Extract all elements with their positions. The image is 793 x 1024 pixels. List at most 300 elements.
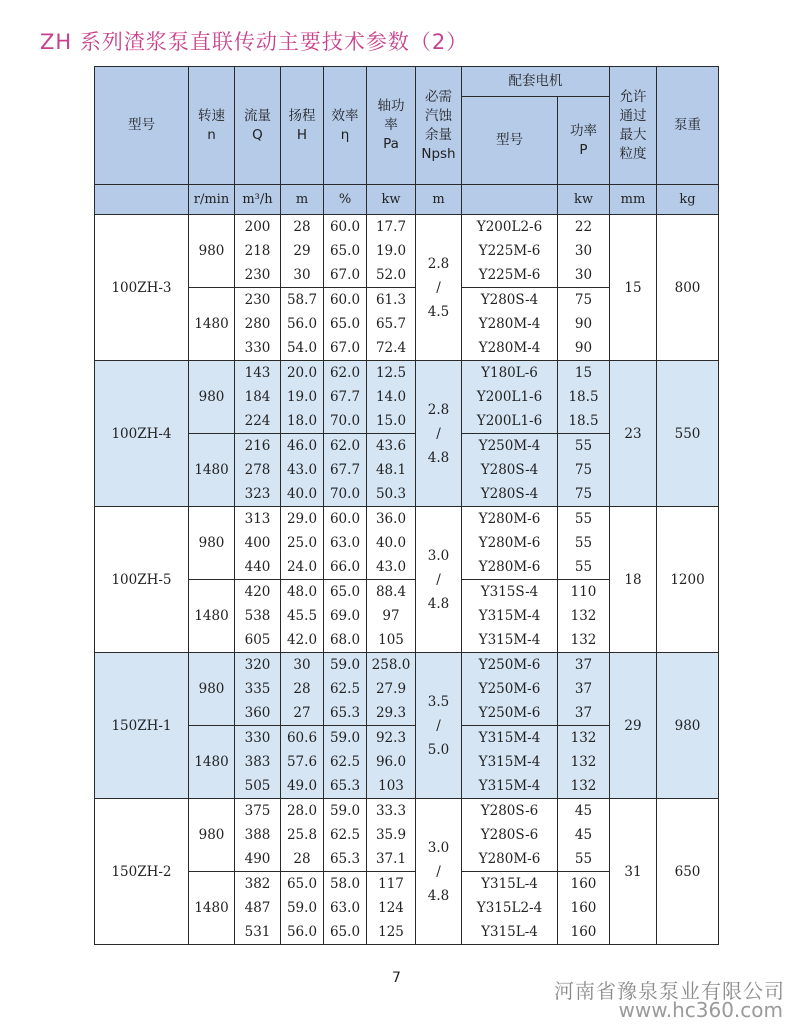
- efficiency-value-cell: [324, 580, 367, 653]
- motor-power: 45: [574, 803, 593, 819]
- npsh-cell: [416, 799, 462, 945]
- npsh-cell: [416, 653, 462, 799]
- shaft-power-value: 97: [382, 608, 400, 624]
- pump-model: 150ZH-2: [95, 799, 189, 945]
- head-value: 46.0: [286, 438, 318, 454]
- flow-value: 330: [244, 340, 271, 356]
- speed-value: 1480: [189, 288, 235, 361]
- particle-size: 15: [610, 215, 657, 361]
- motor-model: Y280S-4: [480, 486, 539, 502]
- flow-value: 440: [244, 559, 271, 575]
- head-value-cell: [281, 872, 324, 945]
- npsh-value: 4.8: [427, 595, 450, 612]
- unit-cell: kw: [558, 185, 610, 215]
- efficiency-value: 60.0: [329, 219, 361, 235]
- header-flow: 流量 Q: [235, 67, 281, 185]
- npsh-cell: [416, 507, 462, 653]
- motor-model: Y315M-4: [478, 608, 541, 624]
- motor-power: 75: [574, 486, 593, 502]
- flow-value: 383: [244, 754, 271, 770]
- efficiency-value: 67.0: [329, 340, 361, 356]
- npsh-value: 4.8: [427, 449, 450, 466]
- shaft-power-value-cell: [367, 361, 416, 434]
- npsh-value: /: [436, 863, 441, 880]
- flow-value: 278: [244, 462, 271, 478]
- header-model: 型号: [95, 67, 189, 185]
- table-header: [95, 67, 719, 215]
- shaft-power-value: 96.0: [375, 754, 407, 770]
- header-particle: 允许 通过 最大 粒度: [610, 67, 657, 185]
- pump-model: 150ZH-1: [95, 653, 189, 799]
- flow-value: 420: [244, 584, 271, 600]
- efficiency-value-cell: [324, 799, 367, 872]
- motor-power: 132: [570, 754, 597, 770]
- motor-power: 75: [574, 292, 593, 308]
- shaft-power-value: 29.3: [375, 705, 407, 721]
- motor-model: Y315L-4: [481, 924, 538, 940]
- head-value: 42.0: [286, 632, 318, 648]
- motor-model: Y280S-6: [480, 827, 539, 843]
- motor-model-cell: [462, 288, 558, 361]
- npsh-value: /: [436, 717, 441, 734]
- flow-value: 335: [244, 681, 271, 697]
- efficiency-value: 58.0: [329, 876, 361, 892]
- header-motor-group: 配套电机: [462, 67, 610, 97]
- head-value-cell: [281, 507, 324, 580]
- flow-value-cell: [235, 872, 281, 945]
- efficiency-value: 62.5: [329, 827, 361, 843]
- efficiency-value: 59.0: [329, 803, 361, 819]
- motor-power: 90: [574, 316, 593, 332]
- npsh-value: /: [436, 279, 441, 296]
- motor-model: Y250M-6: [478, 705, 541, 721]
- efficiency-value: 59.0: [329, 657, 361, 673]
- npsh-cell: [416, 361, 462, 507]
- head-value-cell: [281, 726, 324, 799]
- pump-weight: 980: [657, 653, 719, 799]
- unit-cell: kg: [657, 185, 719, 215]
- efficiency-value: 70.0: [329, 486, 361, 502]
- motor-model: Y315L-4: [481, 876, 538, 892]
- motor-power: 110: [570, 584, 597, 600]
- particle-size: 23: [610, 361, 657, 507]
- flow-value: 330: [244, 730, 271, 746]
- efficiency-value: 65.0: [329, 243, 361, 259]
- motor-power-cell: [558, 653, 610, 726]
- pump-weight: 650: [657, 799, 719, 945]
- pump-model: 100ZH-5: [95, 507, 189, 653]
- efficiency-value: 60.0: [329, 511, 361, 527]
- shaft-power-value: 124: [378, 900, 404, 916]
- motor-model: Y315M-4: [478, 778, 541, 794]
- header-efficiency: 效率 η: [324, 67, 367, 185]
- head-value: 43.0: [286, 462, 318, 478]
- flow-value: 382: [244, 876, 271, 892]
- shaft-power-value: 14.0: [375, 389, 407, 405]
- shaft-power-value: 88.4: [375, 584, 407, 600]
- motor-model: Y315L2-4: [476, 900, 543, 916]
- efficiency-value: 62.0: [329, 438, 361, 454]
- unit-cell: m: [416, 185, 462, 215]
- shaft-power-value: 36.0: [375, 511, 407, 527]
- header-shaft-power: 轴功 率 Pa: [367, 67, 416, 185]
- motor-power: 55: [574, 851, 593, 867]
- motor-model: Y280S-4: [480, 462, 539, 478]
- flow-value-cell: [235, 507, 281, 580]
- efficiency-value-cell: [324, 726, 367, 799]
- flow-value: 320: [244, 657, 271, 673]
- unit-cell: mm: [610, 185, 657, 215]
- watermark-url: www.hc360.com: [618, 998, 783, 1022]
- flow-value: 323: [244, 486, 271, 502]
- head-value-cell: [281, 288, 324, 361]
- head-value-cell: [281, 799, 324, 872]
- motor-model: Y250M-4: [478, 438, 541, 454]
- shaft-power-value: 52.0: [375, 267, 407, 283]
- motor-model: Y200L2-6: [476, 219, 543, 235]
- flow-value: 184: [244, 389, 271, 405]
- motor-model-cell: [462, 361, 558, 434]
- table-row: [95, 361, 719, 434]
- unit-cell: %: [324, 185, 367, 215]
- motor-power: 132: [570, 632, 597, 648]
- shaft-power-value: 105: [378, 632, 404, 648]
- flow-value-cell: [235, 434, 281, 507]
- head-value: 49.0: [286, 778, 318, 794]
- shaft-power-value: 19.0: [375, 243, 407, 259]
- head-value: 19.0: [286, 389, 318, 405]
- unit-cell: [462, 185, 558, 215]
- flow-value: 400: [244, 535, 271, 551]
- shaft-power-value: 117: [378, 876, 404, 892]
- efficiency-value-cell: [324, 361, 367, 434]
- shaft-power-value: 17.7: [375, 219, 407, 235]
- shaft-power-value: 72.4: [375, 340, 407, 356]
- motor-model: Y280S-6: [480, 803, 539, 819]
- shaft-power-value-cell: [367, 799, 416, 872]
- head-value: 54.0: [286, 340, 318, 356]
- shaft-power-value-cell: [367, 288, 416, 361]
- npsh-value: 2.8: [427, 255, 450, 272]
- efficiency-value: 62.0: [329, 365, 361, 381]
- motor-model: Y315M-4: [478, 730, 541, 746]
- motor-power: 22: [574, 219, 593, 235]
- motor-power: 18.5: [568, 389, 599, 405]
- table-row: [95, 653, 719, 726]
- motor-power: 55: [574, 438, 593, 454]
- motor-power: 55: [574, 511, 593, 527]
- pump-model: 100ZH-3: [95, 215, 189, 361]
- motor-power-cell: [558, 507, 610, 580]
- motor-model-cell: [462, 872, 558, 945]
- npsh-value: 3.5: [427, 693, 450, 710]
- motor-power-cell: [558, 799, 610, 872]
- shaft-power-value: 92.3: [375, 730, 407, 746]
- shaft-power-value-cell: [367, 580, 416, 653]
- motor-model: Y280M-6: [478, 511, 541, 527]
- motor-model: Y315M-4: [478, 754, 541, 770]
- motor-power: 15: [574, 365, 593, 381]
- flow-value: 230: [244, 292, 271, 308]
- flow-value: 143: [244, 365, 271, 381]
- efficiency-value: 70.0: [329, 413, 361, 429]
- head-value: 30: [293, 267, 311, 283]
- flow-value: 218: [244, 243, 271, 259]
- flow-value-cell: [235, 799, 281, 872]
- pump-group: [95, 653, 719, 799]
- shaft-power-value: 35.9: [375, 827, 407, 843]
- flow-value: 490: [244, 851, 271, 867]
- pump-model: 100ZH-4: [95, 361, 189, 507]
- motor-power: 90: [574, 340, 593, 356]
- head-value: 57.6: [286, 754, 318, 770]
- motor-model: Y250M-6: [478, 681, 541, 697]
- flow-value: 224: [244, 413, 271, 429]
- speed-value: 980: [189, 507, 235, 580]
- speed-value: 980: [189, 215, 235, 288]
- table-row: [95, 799, 719, 872]
- motor-power: 37: [574, 705, 593, 721]
- flow-value: 360: [244, 705, 271, 721]
- shaft-power-value: 40.0: [375, 535, 407, 551]
- motor-model-cell: [462, 507, 558, 580]
- unit-cell: m: [281, 185, 324, 215]
- motor-model-cell: [462, 726, 558, 799]
- table-row: [95, 215, 719, 288]
- head-value: 27: [293, 705, 311, 721]
- header-head: 扬程 H: [281, 67, 324, 185]
- pump-weight: 550: [657, 361, 719, 507]
- efficiency-value: 60.0: [329, 292, 361, 308]
- motor-model: Y200L1-6: [476, 389, 543, 405]
- head-value: 18.0: [286, 413, 318, 429]
- shaft-power-value: 33.3: [375, 803, 407, 819]
- motor-model: Y315S-4: [480, 584, 539, 600]
- motor-model: Y315M-4: [478, 632, 541, 648]
- flow-value: 230: [244, 267, 271, 283]
- motor-model-cell: [462, 799, 558, 872]
- efficiency-value-cell: [324, 215, 367, 288]
- flow-value-cell: [235, 726, 281, 799]
- header-npsh: 必需 汽蚀 余量 Npsh: [416, 67, 462, 185]
- head-value: 20.0: [286, 365, 318, 381]
- flow-value: 200: [244, 219, 271, 235]
- header-weight: 泵重: [657, 67, 719, 185]
- motor-model: Y280M-6: [478, 559, 541, 575]
- flow-value: 487: [244, 900, 271, 916]
- unit-cell: kw: [367, 185, 416, 215]
- flow-value: 605: [244, 632, 271, 648]
- head-value: 24.0: [286, 559, 318, 575]
- flow-value: 280: [244, 316, 271, 332]
- head-value: 58.7: [286, 292, 318, 308]
- npsh-value: 4.5: [427, 303, 450, 320]
- npsh-value: 2.8: [427, 401, 450, 418]
- efficiency-value-cell: [324, 507, 367, 580]
- efficiency-value: 63.0: [329, 900, 361, 916]
- speed-value: 980: [189, 799, 235, 872]
- pump-group: [95, 507, 719, 653]
- table-row: [95, 507, 719, 580]
- head-value: 28.0: [286, 803, 318, 819]
- flow-value-cell: [235, 288, 281, 361]
- efficiency-value: 66.0: [329, 559, 361, 575]
- head-value: 28: [293, 219, 311, 235]
- head-value: 59.0: [286, 900, 318, 916]
- efficiency-value: 69.0: [329, 608, 361, 624]
- particle-size: 18: [610, 507, 657, 653]
- motor-model: Y280M-6: [478, 535, 541, 551]
- pump-group: [95, 799, 719, 945]
- npsh-value: /: [436, 425, 441, 442]
- head-value: 45.5: [286, 608, 318, 624]
- flow-value-cell: [235, 653, 281, 726]
- npsh-value: 3.0: [427, 547, 450, 564]
- motor-power-cell: [558, 872, 610, 945]
- efficiency-value: 67.7: [329, 389, 361, 405]
- head-value: 25.8: [286, 827, 318, 843]
- efficiency-value: 62.5: [329, 681, 361, 697]
- head-value: 28: [293, 851, 311, 867]
- speed-value: 1480: [189, 580, 235, 653]
- motor-power-cell: [558, 434, 610, 507]
- speed-value: 980: [189, 361, 235, 434]
- shaft-power-value-cell: [367, 872, 416, 945]
- efficiency-value: 65.3: [329, 705, 361, 721]
- head-value-cell: [281, 215, 324, 288]
- efficiency-value-cell: [324, 288, 367, 361]
- head-value: 56.0: [286, 924, 318, 940]
- motor-model-cell: [462, 215, 558, 288]
- npsh-value: 4.8: [427, 887, 450, 904]
- motor-power: 132: [570, 608, 597, 624]
- pump-weight: 800: [657, 215, 719, 361]
- page-title: ZH 系列渣浆泵直联传动主要技术参数（2）: [40, 30, 469, 54]
- shaft-power-value: 50.3: [375, 486, 407, 502]
- motor-model: Y280M-4: [478, 316, 541, 332]
- motor-model: Y225M-6: [478, 243, 541, 259]
- motor-power: 132: [570, 730, 597, 746]
- motor-model-cell: [462, 580, 558, 653]
- page-number: 7: [392, 970, 401, 986]
- motor-power-cell: [558, 215, 610, 288]
- motor-power: 18.5: [568, 413, 599, 429]
- motor-power: 160: [570, 876, 597, 892]
- shaft-power-value: 125: [378, 924, 404, 940]
- shaft-power-value: 61.3: [375, 292, 407, 308]
- motor-power: 160: [570, 900, 597, 916]
- motor-power: 37: [574, 681, 593, 697]
- efficiency-value: 68.0: [329, 632, 361, 648]
- flow-value: 388: [244, 827, 271, 843]
- efficiency-value: 65.0: [329, 316, 361, 332]
- flow-value: 538: [244, 608, 271, 624]
- motor-power: 55: [574, 535, 593, 551]
- efficiency-value-cell: [324, 872, 367, 945]
- head-value: 29.0: [286, 511, 318, 527]
- speed-value: 980: [189, 653, 235, 726]
- unit-cell: r/min: [189, 185, 235, 215]
- speed-value: 1480: [189, 726, 235, 799]
- motor-power-cell: [558, 361, 610, 434]
- motor-power: 160: [570, 924, 597, 940]
- head-value: 60.6: [286, 730, 318, 746]
- efficiency-value: 67.0: [329, 267, 361, 283]
- head-value: 56.0: [286, 316, 318, 332]
- head-value: 25.0: [286, 535, 318, 551]
- motor-model: Y280M-6: [478, 851, 541, 867]
- shaft-power-value-cell: [367, 507, 416, 580]
- efficiency-value: 62.5: [329, 754, 361, 770]
- shaft-power-value: 65.7: [375, 316, 407, 332]
- shaft-power-value-cell: [367, 653, 416, 726]
- pump-weight: 1200: [657, 507, 719, 653]
- motor-power: 30: [574, 267, 593, 283]
- npsh-cell: [416, 215, 462, 361]
- shaft-power-value: 258.0: [371, 657, 411, 673]
- shaft-power-value: 12.5: [375, 365, 407, 381]
- shaft-power-value: 48.1: [375, 462, 407, 478]
- head-value-cell: [281, 580, 324, 653]
- flow-value-cell: [235, 580, 281, 653]
- header-speed: 转速 n: [189, 67, 235, 185]
- motor-power-cell: [558, 288, 610, 361]
- motor-power: 55: [574, 559, 593, 575]
- shaft-power-value: 27.9: [375, 681, 407, 697]
- shaft-power-value: 43.0: [375, 559, 407, 575]
- head-value: 48.0: [286, 584, 318, 600]
- efficiency-value: 65.0: [329, 584, 361, 600]
- head-value-cell: [281, 361, 324, 434]
- head-value-cell: [281, 434, 324, 507]
- flow-value: 505: [244, 778, 271, 794]
- motor-model: Y180L-6: [481, 365, 538, 381]
- efficiency-value: 65.0: [329, 924, 361, 940]
- npsh-value: 3.0: [427, 839, 450, 856]
- shaft-power-value: 103: [378, 778, 404, 794]
- motor-model: Y225M-6: [478, 267, 541, 283]
- efficiency-value: 65.3: [329, 851, 361, 867]
- motor-model: Y280S-4: [480, 292, 539, 308]
- motor-power: 45: [574, 827, 593, 843]
- motor-model-cell: [462, 434, 558, 507]
- motor-model-cell: [462, 653, 558, 726]
- flow-value: 216: [244, 438, 271, 454]
- motor-power-cell: [558, 580, 610, 653]
- unit-cell: m³/h: [235, 185, 281, 215]
- head-value: 29: [293, 243, 311, 259]
- efficiency-value: 59.0: [329, 730, 361, 746]
- head-value: 28: [293, 681, 311, 697]
- flow-value: 531: [244, 924, 271, 940]
- watermark-company: 河南省豫泉泵业有限公司: [554, 979, 785, 1003]
- efficiency-value-cell: [324, 653, 367, 726]
- head-value: 40.0: [286, 486, 318, 502]
- motor-power: 132: [570, 778, 597, 794]
- head-value: 65.0: [286, 876, 318, 892]
- head-value-cell: [281, 653, 324, 726]
- motor-model: Y250M-6: [478, 657, 541, 673]
- speed-value: 1480: [189, 434, 235, 507]
- efficiency-value: 65.3: [329, 778, 361, 794]
- motor-power: 37: [574, 657, 593, 673]
- motor-model: Y200L1-6: [476, 413, 543, 429]
- efficiency-value-cell: [324, 434, 367, 507]
- motor-power: 75: [574, 462, 593, 478]
- header-motor-power: 功率 P: [558, 97, 610, 185]
- unit-cell: [95, 185, 189, 215]
- flow-value-cell: [235, 215, 281, 288]
